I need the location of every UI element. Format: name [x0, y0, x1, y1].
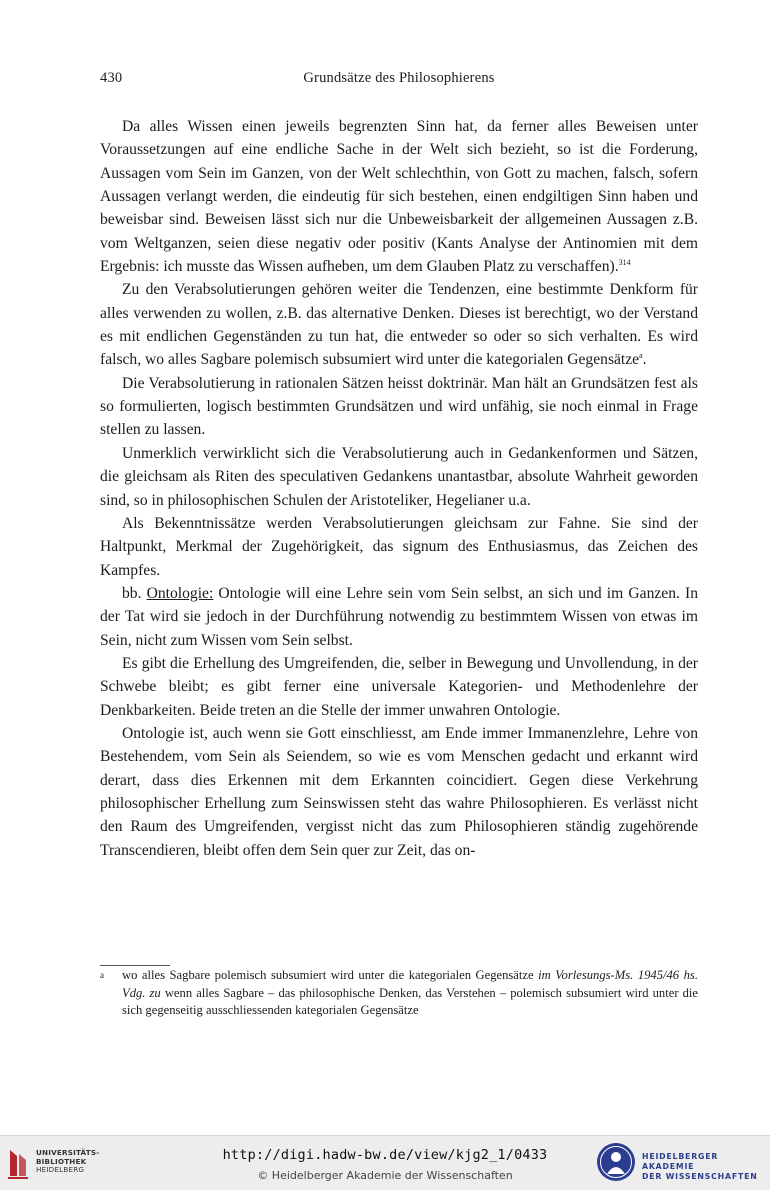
page-header: [100, 70, 698, 92]
permalink-url[interactable]: http://digi.hadw-bw.de/view/kjg2_1/0433: [222, 1147, 548, 1163]
paragraph: Da alles Wissen einen jeweils begrenzten Sinn hat, da ferner alles Beweisen unter Voraussetzungen auf eine endliche Sache in der Welt sich bezieht, so ist die Forderung, Aussagen vom Sein im Ganzen, von der Welt schlechthin, von Gott zu machen, falsch, sofern Aussagen verlangt werden, die eindeutig für sich bestehen, einen endgiltigen Sinn haben und beweisbar sind. Beweisen lässt sich nur die Unbeweisbarkeit der allgemeinen Aussagen z.B. vom Weltganzen, seien diese negativ oder positiv (Kants Analyse der Antinomien mit dem Ergebnis: ich musste das Wissen aufheben, um dem Glauben Platz zu verschaffen).$^{314}$: [100, 118, 698, 276]
paragraph: Zu den Verabsolutierungen gehören weiter die Tendenzen, eine bestimmte Denkform für alles verwenden zu wollen, z.B. das alternative Denken. Dieses ist berechtigt, wo der Verstand es mit endlichen Gegenständen zu tun hat, die entweder so oder so sich verhalten. Es wird falsch, wo alles Sagbare polemisch subsumiert wird unter die kategorialen Gegensätze$^a$.: [100, 281, 698, 369]
page-number: 430: [100, 70, 123, 86]
paragraph: bb. Ontologie: Ontologie will eine Lehre sein vom Sein selbst, an sich und im Ganzen. In der Tat wird sie jedoch in der Durchführung notwendig zu bestimmtem Wissen von etwas im Sein, nicht zum Wissen vom Sein selbst.: [100, 584, 699, 649]
running-title: Grundsätze des Philosophierens: [303, 70, 495, 86]
footnote-mark: a: [100, 970, 104, 980]
footnote-text: wo alles Sagbare polemisch subsumiert wird unter die kategorialen Gegensätze im Vorlesungs-Ms. 1945/46 hs. Vdg. zu wenn alles Sagbare – das philosophische Denken, das Verstehen – polemisch subsumiert wird unter die sich gegenseitig ausschliessenden kategorialen Gegensätze: [122, 968, 698, 1018]
paragraph: Als Bekenntnissätze werden Verabsolutierungen gleichsam zur Fahne. Sie sind der Haltpunkt, Merkmal der Zugehörigkeit, das signum des Enthusiasmus, das Zeichen des Kampfes.: [100, 514, 698, 579]
endnote-reference[interactable]: 314: [618, 258, 631, 268]
academy-name: HEIDELBERGER AKADEMIE DER WISSENSCHAFTEN: [642, 1152, 758, 1181]
footnote-divider: [100, 965, 170, 966]
academy-seal-icon: [596, 1142, 636, 1182]
footnote-reference[interactable]: a: [639, 351, 643, 361]
paragraph: Ontologie ist, auch wenn sie Gott einschliesst, am Ende immer Immanenzlehre, Lehre von Bestehendem, vom Sein als Seiendem, so wie es vom Menschen gedacht und erkannt wird derart, dass dies Erkennen mit dem Erkannten coincidiert. Gegen diese Verkehrung philosophischer Erhellung zum Seinswissen steht das wahre Philosophieren. Es verlässt nicht den Raum des Umgreifenden, vergisst nicht das zum Philosophieren ständig zugehörende Transcendieren, bleibt offen dem Sein quer zur Zeit, das on-: [100, 724, 698, 859]
body-text: [100, 115, 698, 862]
paragraph: Es gibt die Erhellung des Umgreifenden, die, selber in Bewegung und Unvollendung, in der Schwebe bleibt; es gibt ferner eine universale Kategorien- und Methodenlehre der Denkbarkeiten. Beide treten an die Stelle der immer unwahren Ontologie.: [100, 654, 698, 719]
library-name: UNIVERSITÄTS- BIBLIOTHEK HEIDELBERG: [36, 1148, 100, 1175]
paragraph: Unmerklich verwirklicht sich die Verabsolutierung auch in Gedankenformen und Sätzen, die gleichsam als Riten des speculativen Gedankens unantastbar, absolute Wahrheit geworden sind, so in philosophischen Schulen der Aristoteliker, Hegelianer u.a.: [100, 444, 698, 509]
footnote: [100, 967, 698, 1020]
section-term-ontologie: Ontologie:: [146, 584, 214, 602]
viewer-footer: [0, 1135, 770, 1190]
academy-logo[interactable]: [596, 1142, 766, 1184]
copyright-notice: © Heidelberger Akademie der Wissenschaften: [257, 1169, 513, 1182]
paragraph: Die Verabsolutierung in rationalen Sätzen heisst doktrinär. Man hält an Grundsätzen fest als so formulierten, logisch bestimmten Grundsätzen und wird unfähig, sie noch einmal in Frage stellen zu lassen.: [100, 374, 698, 439]
